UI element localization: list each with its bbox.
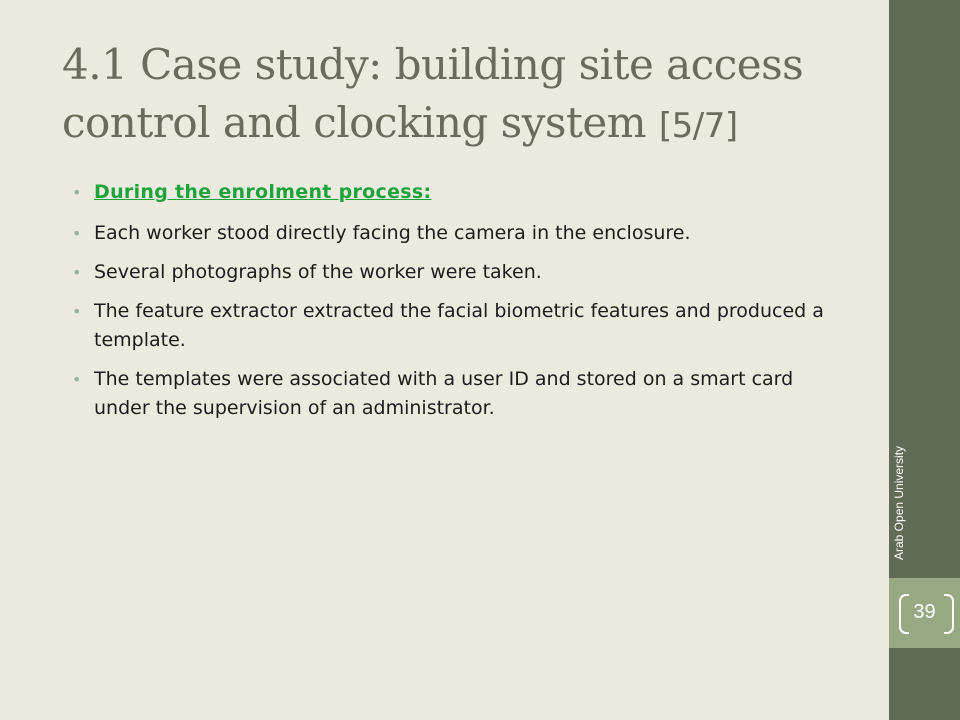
- bullet-icon: •: [72, 183, 82, 202]
- list-item: [72, 219, 842, 248]
- footer-text: Arab Open University: [892, 445, 906, 560]
- bullet-text: Each worker stood directly facing the camera in the enclosure.: [94, 222, 691, 244]
- bullet-icon: •: [72, 302, 82, 321]
- list-item: [72, 178, 842, 207]
- bullet-icon: •: [72, 263, 82, 282]
- slide-title: [62, 36, 862, 155]
- list-item: [72, 258, 842, 287]
- page-number: 39: [913, 601, 936, 623]
- bullet-list: [72, 178, 842, 433]
- slide-title-part: [5/7]: [658, 106, 738, 146]
- enrolment-process-link[interactable]: During the enrolment process:: [94, 181, 432, 203]
- bullet-icon: •: [72, 224, 82, 243]
- list-item: [72, 365, 842, 423]
- bullet-text: The templates were associated with a user ID and stored on a smart card under the supervision of an administrator.: [94, 368, 794, 419]
- slide-title-main: 4.1 Case study: building site access control and clocking system: [62, 40, 804, 147]
- list-item: [72, 297, 842, 355]
- bullet-text: Several photographs of the worker were taken.: [94, 261, 542, 283]
- bullet-icon: •: [72, 370, 82, 389]
- bullet-text: The feature extractor extracted the facial biometric features and produced a template.: [94, 300, 824, 351]
